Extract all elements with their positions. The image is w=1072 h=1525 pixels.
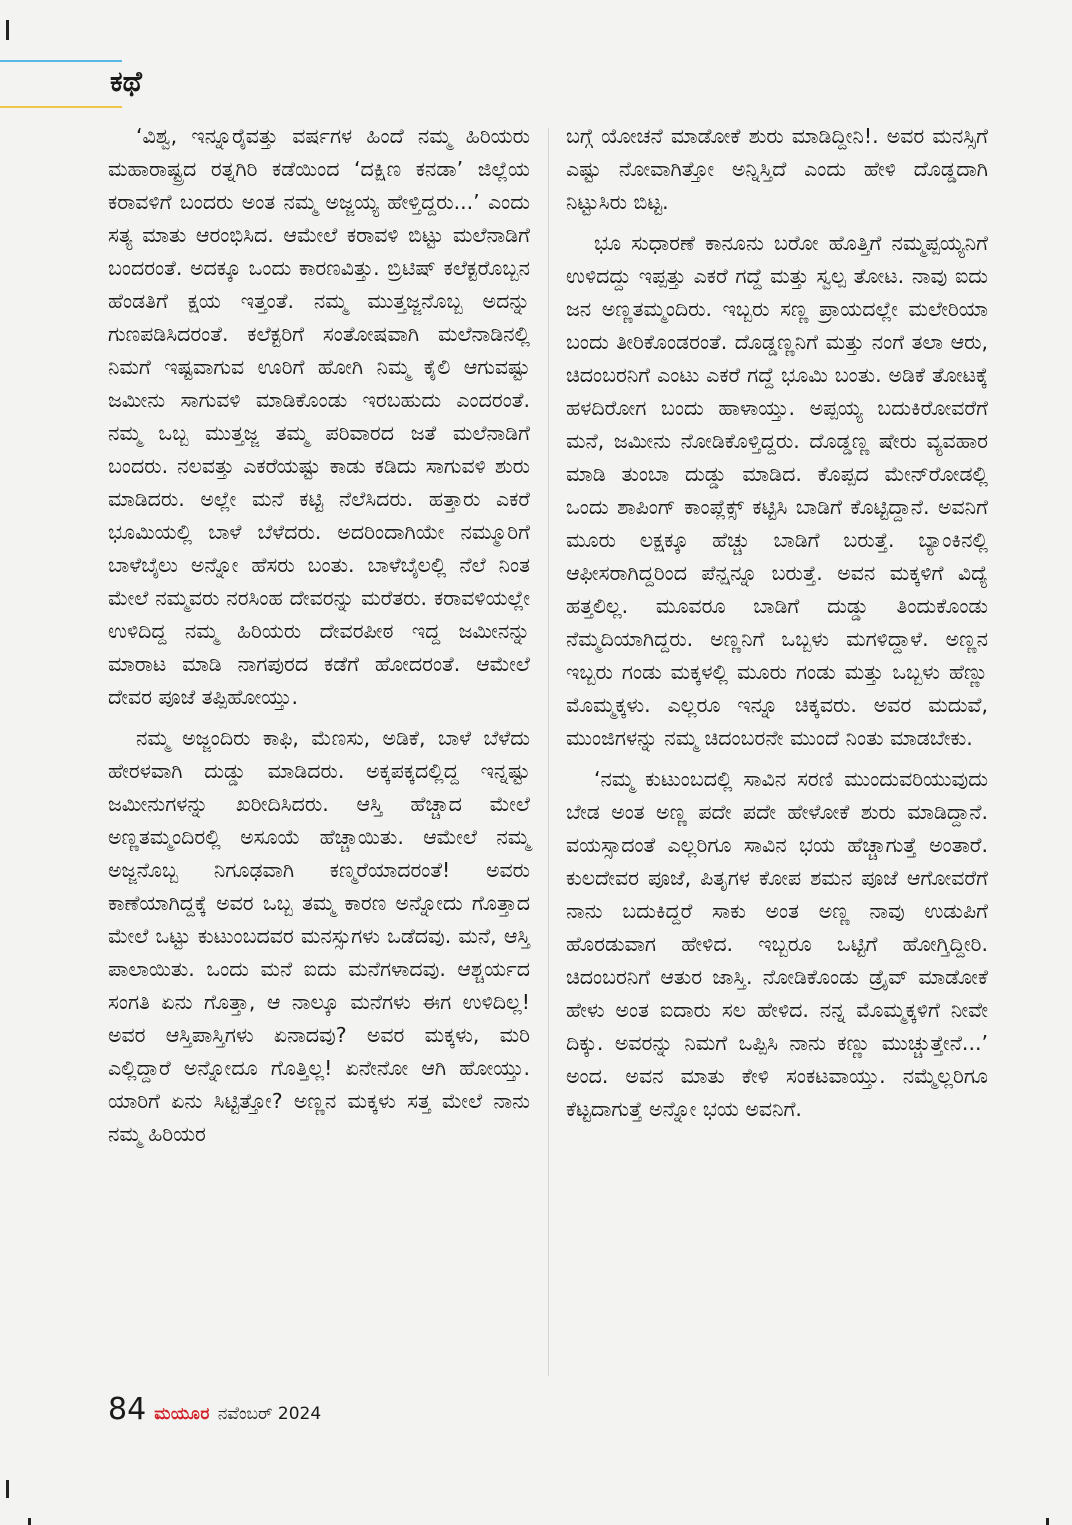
paragraph: ಭೂ ಸುಧಾರಣೆ ಕಾನೂನು ಬರೋ ಹೊತ್ತಿಗೆ ನಮ್ಮಪ್ಪಯ್ಯನಿಗೆ ಉಳಿದದ್ದು ಇಪ್ಪತ್ತು ಎಕರೆ ಗದ್ದೆ ಮತ್ತು ಸ್ವಲ್ಪ ತೋಟ. ನಾವು ಐದು ಜನ ಅಣ್ಣತಮ್ಮಂದಿರು. ಇಬ್ಬರು ಸಣ್ಣ ಪ್ರಾಯದಲ್ಲೇ ಮಲೇರಿಯಾ ಬಂದು ತೀರಿಕೊಂಡರಂತೆ. ದೊಡ್ಡಣ್ಣನಿಗೆ ಮತ್ತು ನಂಗೆ ತಲಾ ಆರು, ಚಿದಂಬರನಿಗೆ ಎಂಟು ಎಕರೆ ಗದ್ದೆ ಭೂಮಿ ಬಂತು. ಅಡಿಕೆ ತೋಟಕ್ಕೆ ಹಳದಿರೋಗ ಬಂದು ಹಾಳಾಯ್ತು. ಅಪ್ಪಯ್ಯ ಬದುಕಿರೋವರೆಗೆ ಮನೆ, ಜಮೀನು ನೋಡಿಕೊಳ್ತಿದ್ದರು. ದೊಡ್ಡಣ್ಣ ಷೇರು ವ್ಯವಹಾರ ಮಾಡಿ ತುಂಬಾ ದುಡ್ಡು ಮಾಡಿದ. ಕೊಪ್ಪದ ಮೇನ್‌ರೋಡಲ್ಲಿ ಒಂದು ಶಾಪಿಂಗ್ ಕಾಂಪ್ಲೆಕ್ಸ್ ಕಟ್ಟಿಸಿ ಬಾಡಿಗೆ ಕೊಟ್ಟಿದ್ದಾನೆ. ಅವನಿಗೆ ಮೂರು ಲಕ್ಷಕ್ಕೂ ಹೆಚ್ಚು ಬಾಡಿಗೆ ಬರುತ್ತೆ. ಬ್ಯಾಂಕಿನಲ್ಲಿ ಆಫೀಸರಾಗಿದ್ದರಿಂದ ಪೆನ್ಷನ್ನೂ ಬರುತ್ತೆ. ಅವನ ಮಕ್ಕಳಿಗೆ ವಿದ್ಯೆ ಹತ್ತಲಿಲ್ಲ. ಮೂವರೂ ಬಾಡಿಗೆ ದುಡ್ಡು ತಿಂದುಕೊಂಡು ನೆಮ್ಮದಿಯಾಗಿದ್ದರು. ಅಣ್ಣನಿಗೆ ಒಬ್ಬಳು ಮಗಳಿದ್ದಾಳೆ. ಅಣ್ಣನ ಇಬ್ಬರು ಗಂಡು ಮಕ್ಕಳಲ್ಲಿ ಮೂರು ಗಂಡು ಮತ್ತು ಒಬ್ಬಳು ಹೆಣ್ಣು ಮೊಮ್ಮಕ್ಕಳು. ಎಲ್ಲರೂ ಇನ್ನೂ ಚಿಕ್ಕವರು. ಅವರ ಮದುವೆ, ಮುಂಜಿಗಳನ್ನು ನಮ್ಮ ಚಿದಂಬರನೇ ಮುಂದೆ ನಿಂತು ಮಾಡಬೇಕು. [566,231,988,750]
column-divider [548,128,549,1376]
magazine-logo: ಮಯೂರ [154,1404,210,1424]
crop-mark-top-left [6,20,9,40]
paragraph: ‘ನಮ್ಮ ಕುಟುಂಬದಲ್ಲಿ ಸಾವಿನ ಸರಣಿ ಮುಂದುವರಿಯುವುದು ಬೇಡ ಅಂತ ಅಣ್ಣ ಪದೇ ಪದೇ ಹೇಳೋಕೆ ಶುರು ಮಾಡಿದ್ದಾನೆ. ವಯಸ್ಸಾದಂತೆ ಎಲ್ಲರಿಗೂ ಸಾವಿನ ಭಯ ಹೆಚ್ಚಾಗುತ್ತೆ ಅಂತಾರೆ. ಕುಲದೇವರ ಪೂಜೆ, ಪಿತೃಗಳ ಕೋಪ ಶಮನ ಪೂಜೆ ಆಗೋವರೆಗೆ ನಾನು ಬದುಕಿದ್ದರೆ ಸಾಕು ಅಂತ ಅಣ್ಣ ನಾವು ಉಡುಪಿಗೆ ಹೊರಡುವಾಗ ಹೇಳಿದ. ಇಬ್ಬರೂ ಒಟ್ಟಿಗೆ ಹೋಗ್ತಿದ್ದೀರಿ. ಚಿದಂಬರನಿಗೆ ಆತುರ ಜಾಸ್ತಿ. ನೋಡಿಕೊಂಡು ಡ್ರೈವ್ ಮಾಡೋಕೆ ಹೇಳು ಅಂತ ಐದಾರು ಸಲ ಹೇಳಿದ. ನನ್ನ ಮೊಮ್ಮಕ್ಕಳಿಗೆ ನೀವೇ ದಿಕ್ಕು. ಅವರನ್ನು ನಿಮಗೆ ಒಪ್ಪಿಸಿ ನಾನು ಕಣ್ಣು ಮುಚ್ಚುತ್ತೇನೆ...’ ಅಂದ. ಅವನ ಮಾತು ಕೇಳಿ ಸಂಕಟವಾಯ್ತು. ನಮ್ಮೆಲ್ಲರಿಗೂ ಕೆಟ್ಟದಾಗುತ್ತೆ ಅನ್ನೋ ಭಯ ಅವನಿಗೆ. [566,767,988,1121]
section-header-rule-yellow [0,106,122,108]
crop-mark-bottom-left [6,1480,9,1498]
crop-mark-bottom-right [1046,1518,1049,1525]
right-column [566,120,988,1134]
page-number: 84 [108,1392,147,1427]
page-footer [108,1392,321,1428]
section-header-rule-blue [0,60,122,62]
crop-mark-bottom-center [28,1518,31,1525]
paragraph: ನಮ್ಮ ಅಜ್ಜಂದಿರು ಕಾಫಿ, ಮೆಣಸು, ಅಡಿಕೆ, ಬಾಳೆ ಬೆಳೆದು ಹೇರಳವಾಗಿ ದುಡ್ಡು ಮಾಡಿದರು. ಅಕ್ಕಪಕ್ಕದಲ್ಲಿದ್ದ ಇನ್ನಷ್ಟು ಜಮೀನುಗಳನ್ನು ಖರೀದಿಸಿದರು. ಆಸ್ತಿ ಹೆಚ್ಚಾದ ಮೇಲೆ ಅಣ್ಣತಮ್ಮಂದಿರಲ್ಲಿ ಅಸೂಯೆ ಹೆಚ್ಚಾಯಿತು. ಆಮೇಲೆ ನಮ್ಮ ಅಜ್ಜನೊಬ್ಬ ನಿಗೂಢವಾಗಿ ಕಣ್ಮರೆಯಾದರಂತೆ! ಅವರು ಕಾಣೆಯಾಗಿದ್ದಕ್ಕೆ ಅವರ ಒಬ್ಬ ತಮ್ಮ ಕಾರಣ ಅನ್ನೋದು ಗೊತ್ತಾದ ಮೇಲೆ ಒಟ್ಟು ಕುಟುಂಬದವರ ಮನಸ್ಸುಗಳು ಒಡೆದವು. ಮನೆ, ಆಸ್ತಿ ಪಾಲಾಯಿತು. ಒಂದು ಮನೆ ಐದು ಮನೆಗಳಾದವು. ಆಶ್ಚರ್ಯದ ಸಂಗತಿ ಏನು ಗೊತ್ತಾ, ಆ ನಾಲ್ಕೂ ಮನೆಗಳು ಈಗ ಉಳಿದಿಲ್ಲ! ಅವರ ಆಸ್ತಿಪಾಸ್ತಿಗಳು ಏನಾದವು? ಅವರ ಮಕ್ಕಳು, ಮರಿ ಎಲ್ಲಿದ್ದಾರೆ ಅನ್ನೋದೂ ಗೊತ್ತಿಲ್ಲ! ಏನೇನೋ ಆಗಿ ಹೋಯ್ತು. ಯಾರಿಗೆ ಏನು ಸಿಟ್ಟಿತ್ತೋ? ಅಣ್ಣನ ಮಕ್ಕಳು ಸತ್ತ ಮೇಲೆ ನಾನು ನಮ್ಮ ಹಿರಿಯರ [108,726,530,1146]
left-column [108,120,530,1159]
section-title: ಕಥೆ [110,65,142,98]
issue-date: ನವೆಂಬರ್ 2024 [217,1404,322,1424]
paragraph: ‘ವಿಶ್ವ, ಇನ್ನೂರೈವತ್ತು ವರ್ಷಗಳ ಹಿಂದೆ ನಮ್ಮ ಹಿರಿಯರು ಮಹಾರಾಷ್ಟ್ರದ ರತ್ನಗಿರಿ ಕಡೆಯಿಂದ ‘ದಕ್ಷಿಣ ಕನಡಾ’ ಜಿಲ್ಲೆಯ ಕರಾವಳಿಗೆ ಬಂದರು ಅಂತ ನಮ್ಮ ಅಜ್ಜಯ್ಯ ಹೇಳ್ತಿದ್ದರು...’ ಎಂದು ಸತ್ಯ ಮಾತು ಆರಂಭಿಸಿದ. ಆಮೇಲೆ ಕರಾವಳಿ ಬಿಟ್ಟು ಮಲೆನಾಡಿಗೆ ಬಂದರಂತೆ. ಅದಕ್ಕೂ ಒಂದು ಕಾರಣವಿತ್ತು. ಬ್ರಿಟಿಷ್ ಕಲೆಕ್ಟರೊಬ್ಬನ ಹೆಂಡತಿಗೆ ಕ್ಷಯ ಇತ್ತಂತೆ. ನಮ್ಮ ಮುತ್ತಜ್ಜನೊಬ್ಬ ಅದನ್ನು ಗುಣಪಡಿಸಿದರಂತೆ. ಕಲೆಕ್ಟರಿಗೆ ಸಂತೋಷವಾಗಿ ಮಲೆನಾಡಿನಲ್ಲಿ ನಿಮಗೆ ಇಷ್ಟವಾಗುವ ಊರಿಗೆ ಹೋಗಿ ನಿಮ್ಮ ಕೈಲಿ ಆಗುವಷ್ಟು ಜಮೀನು ಸಾಗುವಳಿ ಮಾಡಿಕೊಂಡು ಇರಬಹುದು ಎಂದರಂತೆ. ನಮ್ಮ ಒಬ್ಬ ಮುತ್ತಜ್ಜ ತಮ್ಮ ಪರಿವಾರದ ಜತೆ ಮಲೆನಾಡಿಗೆ ಬಂದರು. ನಲವತ್ತು ಎಕರೆಯಷ್ಟು ಕಾಡು ಕಡಿದು ಸಾಗುವಳಿ ಶುರು ಮಾಡಿದರು. ಅಲ್ಲೇ ಮನೆ ಕಟ್ಟಿ ನೆಲೆಸಿದರು. ಹತ್ತಾರು ಎಕರೆ ಭೂಮಿಯಲ್ಲಿ ಬಾಳೆ ಬೆಳೆದರು. ಅದರಿಂದಾಗಿಯೇ ನಮ್ಮೂರಿಗೆ ಬಾಳೆಬೈಲು ಅನ್ನೋ ಹೆಸರು ಬಂತು. ಬಾಳೆಬೈಲಲ್ಲಿ ನೆಲೆ ನಿಂತ ಮೇಲೆ ನಮ್ಮವರು ನರಸಿಂಹ ದೇವರನ್ನು ಮರೆತರು. ಕರಾವಳಿಯಲ್ಲೇ ಉಳಿದಿದ್ದ ನಮ್ಮ ಹಿರಿಯರು ದೇವರಪೀಠ ಇದ್ದ ಜಮೀನನ್ನು ಮಾರಾಟ ಮಾಡಿ ನಾಗಪುರದ ಕಡೆಗೆ ಹೋದರಂತೆ. ಆಮೇಲೆ ದೇವರ ಪೂಜೆ ತಪ್ಪಿಹೋಯ್ತು. [108,124,530,709]
paragraph-continuation: ಬಗ್ಗೆ ಯೋಚನೆ ಮಾಡೋಕೆ ಶುರು ಮಾಡಿದ್ದೀನಿ!. ಅವರ ಮನಸ್ಸಿಗೆ ಎಷ್ಟು ನೋವಾಗಿತ್ತೋ ಅನ್ನಿಸ್ತಿದೆ ಎಂದು ಹೇಳಿ ದೊಡ್ಡದಾಗಿ ನಿಟ್ಟುಸಿರು ಬಿಟ್ಟ. [566,124,988,214]
